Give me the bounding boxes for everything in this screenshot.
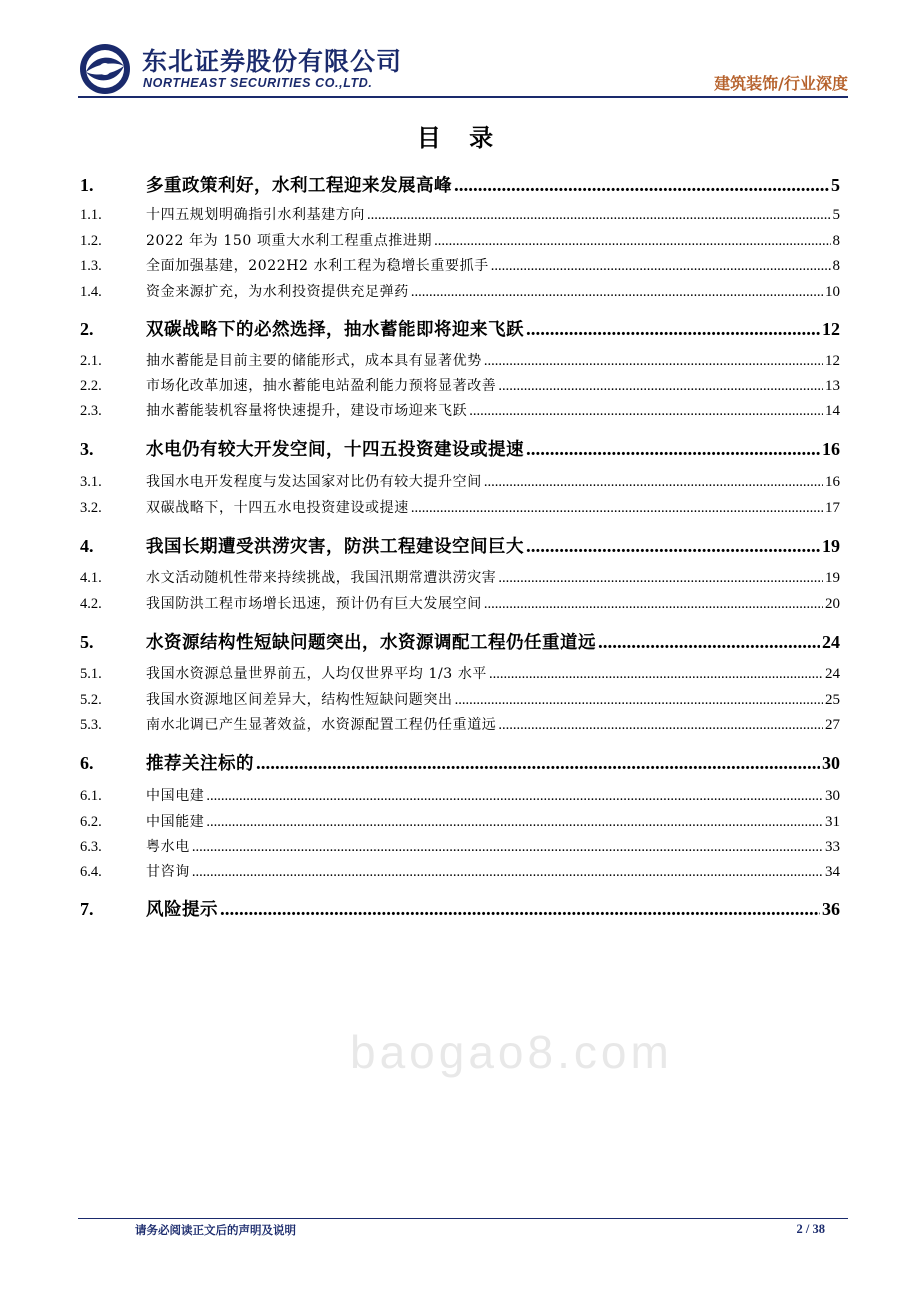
toc-number: 2. — [80, 319, 94, 339]
toc-title: 我国水电开发程度与发达国家对比仍有较大提升空间 — [146, 474, 482, 490]
toc-page-number: 30 — [825, 788, 840, 804]
toc-page-number: 8 — [832, 233, 840, 249]
toc-subsection[interactable] — [80, 785, 840, 805]
toc-leader-dots — [526, 536, 820, 558]
toc-page-number: 24 — [822, 632, 840, 652]
toc-leader-dots — [454, 175, 829, 197]
toc-page-number: 36 — [822, 899, 840, 919]
toc-section[interactable] — [80, 316, 840, 341]
footer-divider — [78, 1218, 848, 1219]
toc-number: 3.1. — [80, 474, 102, 490]
toc-number: 1.3. — [80, 258, 102, 274]
toc-title: 我国防洪工程市场增长迅速，预计仍有巨大发展空间 — [146, 596, 482, 612]
toc-subsection[interactable] — [80, 230, 840, 250]
toc-subsection[interactable] — [80, 567, 840, 587]
toc-section[interactable] — [80, 750, 840, 775]
toc-page-number: 19 — [822, 536, 840, 556]
toc-subsection[interactable] — [80, 255, 840, 275]
toc-leader-dots — [484, 474, 823, 491]
footer-disclaimer: 请务必阅读正文后的声明及说明 — [135, 1223, 296, 1237]
toc-leader-dots — [206, 814, 823, 831]
toc-leader-dots — [411, 284, 823, 301]
toc-number: 1.4. — [80, 284, 102, 300]
toc-number: 1.1. — [80, 207, 102, 223]
toc-number: 3.2. — [80, 500, 102, 516]
page-title: 目 录 — [416, 124, 504, 152]
toc-title: 水文活动随机性带来持续挑战，我国汛期常遭洪涝灾害 — [146, 570, 497, 586]
toc-number: 6.3. — [80, 839, 102, 855]
toc-title: 双碳战略下的必然选择，抽水蓄能即将迎来飞跃 — [146, 320, 524, 340]
toc-subsection[interactable] — [80, 204, 840, 224]
toc-leader-dots — [489, 666, 823, 683]
toc-title: 水资源结构性短缺问题突出，水资源调配工程仍任重道远 — [146, 633, 596, 653]
toc-number: 1. — [80, 175, 94, 195]
toc-page-number: 13 — [825, 378, 840, 394]
toc-subsection[interactable] — [80, 714, 840, 734]
toc-title: 抽水蓄能装机容量将快速提升，建设市场迎来飞跃 — [146, 403, 468, 419]
toc-page-number: 5 — [832, 207, 840, 223]
toc-number: 4. — [80, 536, 94, 556]
toc-page-number: 16 — [822, 439, 840, 459]
toc-title: 市场化改革加速，抽水蓄能电站盈利能力预将显著改善 — [146, 378, 497, 394]
toc-subsection[interactable] — [80, 375, 840, 395]
toc-page-number: 10 — [825, 284, 840, 300]
toc-number: 7. — [80, 899, 94, 919]
toc-number: 5.3. — [80, 717, 102, 733]
toc-title: 多重政策利好，水利工程迎来发展高峰 — [146, 176, 452, 196]
company-name-cn: 东北证券股份有限公司 — [142, 47, 403, 76]
toc-page-number: 16 — [825, 474, 840, 490]
toc-leader-dots — [411, 500, 823, 517]
toc-leader-dots — [220, 899, 820, 921]
toc-page-number: 20 — [825, 596, 840, 612]
toc-leader-dots — [498, 717, 823, 734]
toc-number: 2.1. — [80, 353, 102, 369]
toc-page-number: 34 — [825, 864, 840, 880]
toc-title: 风险提示 — [146, 900, 218, 920]
industry-label: 建筑装饰/行业深度 — [714, 74, 848, 93]
toc-title: 双碳战略下，十四五水电投资建设或提速 — [146, 500, 409, 516]
toc-section[interactable] — [80, 896, 840, 921]
toc-leader-dots — [526, 319, 820, 341]
toc-leader-dots — [598, 632, 820, 654]
toc-subsection[interactable] — [80, 811, 840, 831]
toc-subsection[interactable] — [80, 861, 840, 881]
toc-subsection[interactable] — [80, 593, 840, 613]
toc-title: 十四五规划明确指引水利基建方向 — [146, 207, 365, 223]
toc-page-number: 19 — [825, 570, 840, 586]
toc-number: 2.2. — [80, 378, 102, 394]
toc-title: 甘咨询 — [146, 864, 190, 880]
toc-leader-dots — [434, 233, 830, 250]
toc-title: 粤水电 — [146, 839, 190, 855]
toc-subsection[interactable] — [80, 281, 840, 301]
northeast-securities-logo-icon — [78, 42, 132, 96]
toc-page-number: 30 — [822, 753, 840, 773]
toc-number: 2.3. — [80, 403, 102, 419]
toc-subsection[interactable] — [80, 400, 840, 420]
toc-page-number: 17 — [825, 500, 840, 516]
toc-title: 我国水资源总量世界前五，人均仅世界平均 1/3 水平 — [146, 666, 488, 682]
toc-section[interactable] — [80, 629, 840, 654]
toc-section[interactable] — [80, 172, 840, 197]
toc-leader-dots — [367, 207, 831, 224]
toc-leader-dots — [469, 403, 823, 420]
toc-number: 3. — [80, 439, 94, 459]
toc-page-number: 25 — [825, 692, 840, 708]
toc-page-number: 12 — [822, 319, 840, 339]
toc-number: 6.1. — [80, 788, 102, 804]
watermark: baogao8.com — [350, 1026, 673, 1078]
toc-leader-dots — [192, 864, 823, 881]
toc-page-number: 8 — [832, 258, 840, 274]
toc-page-number: 5 — [831, 175, 840, 195]
toc-title: 全面加强基建，2022H2 水利工程为稳增长重要抓手 — [146, 258, 489, 274]
toc-title: 我国长期遭受洪涝灾害，防洪工程建设空间巨大 — [146, 537, 524, 557]
toc-title: 水电仍有较大开发空间，十四五投资建设或提速 — [146, 440, 524, 460]
toc-number: 6.2. — [80, 814, 102, 830]
page-header — [78, 38, 848, 96]
footer-page-number: 2 / 38 — [796, 1222, 825, 1236]
header-divider — [78, 96, 848, 98]
toc-page-number: 33 — [825, 839, 840, 855]
toc-leader-dots — [455, 692, 823, 709]
toc-page-number: 27 — [825, 717, 840, 733]
toc-title: 我国水资源地区间差异大，结构性短缺问题突出 — [146, 692, 453, 708]
toc-title: 推荐关注标的 — [146, 754, 254, 774]
toc-number: 5. — [80, 632, 94, 652]
toc-leader-dots — [498, 378, 823, 395]
toc-page-number: 14 — [825, 403, 840, 419]
toc-subsection[interactable] — [80, 689, 840, 709]
toc-leader-dots — [526, 439, 820, 461]
toc-page-number: 24 — [825, 666, 840, 682]
toc-title: 南水北调已产生显著效益，水资源配置工程仍任重道远 — [146, 717, 497, 733]
toc-subsection[interactable] — [80, 471, 840, 491]
toc-title: 中国能建 — [146, 814, 205, 830]
toc-section[interactable] — [80, 436, 840, 461]
toc-page-number: 12 — [825, 353, 840, 369]
toc-number: 6.4. — [80, 864, 102, 880]
toc-subsection[interactable] — [80, 350, 840, 370]
toc-leader-dots — [206, 788, 823, 805]
toc-subsection[interactable] — [80, 663, 840, 683]
toc-number: 6. — [80, 753, 94, 773]
toc-subsection[interactable] — [80, 836, 840, 856]
toc-leader-dots — [256, 753, 820, 775]
toc-leader-dots — [484, 353, 823, 370]
toc-title: 资金来源扩充，为水利投资提供充足弹药 — [146, 284, 409, 300]
toc-leader-dots — [498, 570, 823, 587]
toc-number: 4.2. — [80, 596, 102, 612]
company-name-en: NORTHEAST SECURITIES CO.,LTD. — [143, 76, 373, 90]
toc-section[interactable] — [80, 533, 840, 558]
toc-leader-dots — [484, 596, 823, 613]
toc-number: 5.1. — [80, 666, 102, 682]
toc-leader-dots — [192, 839, 823, 856]
toc-number: 1.2. — [80, 233, 102, 249]
toc-title: 2022 年为 150 项重大水利工程重点推进期 — [146, 233, 433, 249]
toc-title: 抽水蓄能是目前主要的储能形式，成本具有显著优势 — [146, 353, 482, 369]
toc-leader-dots — [491, 258, 831, 275]
toc-title: 中国电建 — [146, 788, 205, 804]
toc-subsection[interactable] — [80, 497, 840, 517]
toc-page-number: 31 — [825, 814, 840, 830]
toc-number: 4.1. — [80, 570, 102, 586]
toc-number: 5.2. — [80, 692, 102, 708]
